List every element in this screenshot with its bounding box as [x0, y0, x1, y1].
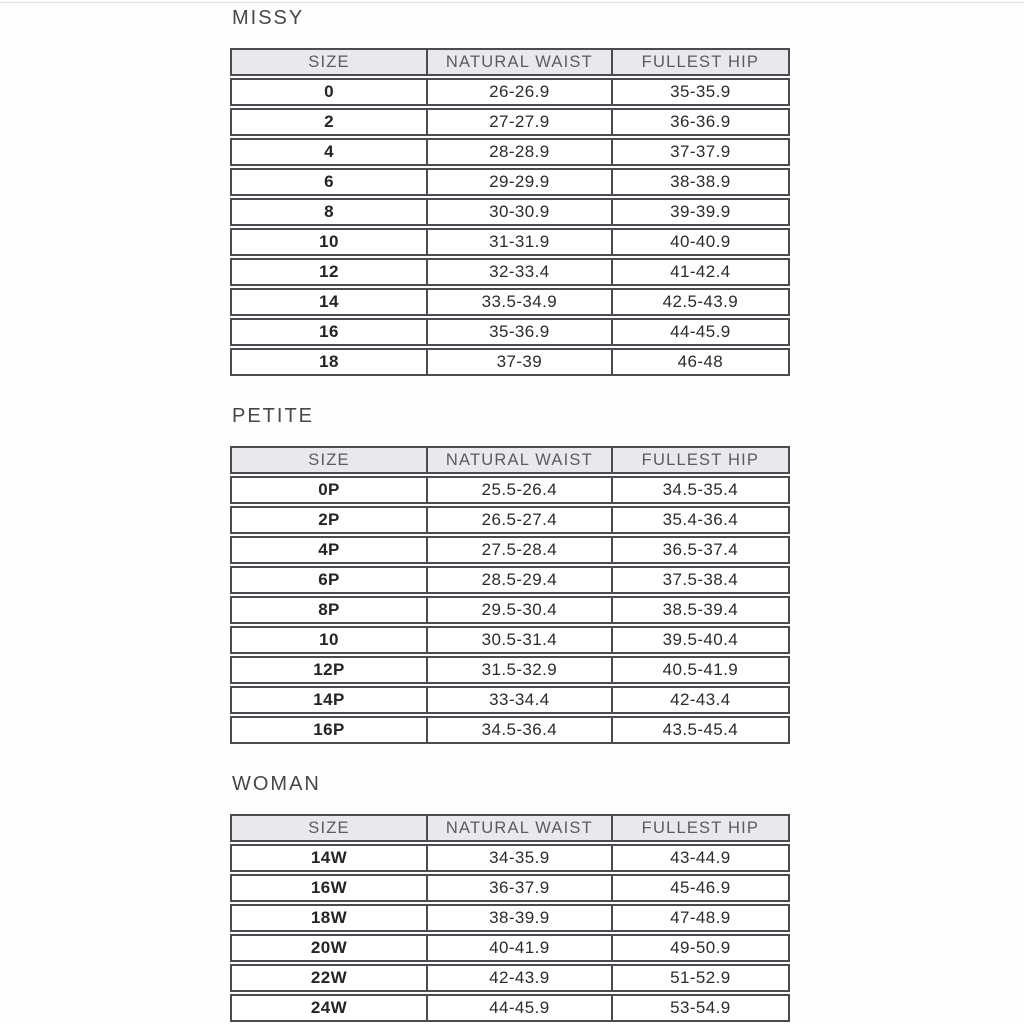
natural-waist-cell: 30.5-31.4 [426, 626, 611, 654]
natural-waist-cell: 28-28.9 [426, 138, 611, 166]
section-title-missy: MISSY [232, 7, 305, 29]
size-cell: 20W [230, 934, 426, 962]
natural-waist-cell: 27-27.9 [426, 108, 611, 136]
column-header-size: SIZE [230, 814, 426, 842]
size-cell: 2 [230, 108, 426, 136]
fullest-hip-cell: 39.5-40.4 [611, 626, 790, 654]
natural-waist-cell: 36-37.9 [426, 874, 611, 902]
size-chart-content [230, 6, 790, 1024]
size-cell: 10 [230, 626, 426, 654]
natural-waist-cell: 37-39 [426, 348, 611, 376]
table-row [230, 566, 790, 594]
size-cell: 4P [230, 536, 426, 564]
fullest-hip-cell: 34.5-35.4 [611, 476, 790, 504]
size-cell: 0 [230, 78, 426, 106]
header-row [230, 48, 790, 76]
natural-waist-cell: 30-30.9 [426, 198, 611, 226]
size-cell: 16 [230, 318, 426, 346]
size-cell: 4 [230, 138, 426, 166]
natural-waist-cell: 42-43.9 [426, 964, 611, 992]
fullest-hip-cell: 40-40.9 [611, 228, 790, 256]
fullest-hip-cell: 38-38.9 [611, 168, 790, 196]
header-row [230, 814, 790, 842]
table-row [230, 258, 790, 286]
woman-size-table [230, 812, 790, 1024]
table-row [230, 288, 790, 316]
table-row [230, 168, 790, 196]
natural-waist-cell: 25.5-26.4 [426, 476, 611, 504]
table-row [230, 874, 790, 902]
table-row [230, 138, 790, 166]
natural-waist-cell: 26-26.9 [426, 78, 611, 106]
fullest-hip-cell: 53-54.9 [611, 994, 790, 1022]
column-header-natural-waist: NATURAL WAIST [426, 814, 611, 842]
table-row [230, 108, 790, 136]
natural-waist-cell: 29-29.9 [426, 168, 611, 196]
column-header-fullest-hip: FULLEST HIP [611, 48, 790, 76]
table-row [230, 476, 790, 504]
natural-waist-cell: 31-31.9 [426, 228, 611, 256]
fullest-hip-cell: 36-36.9 [611, 108, 790, 136]
size-cell: 8P [230, 596, 426, 624]
fullest-hip-cell: 41-42.4 [611, 258, 790, 286]
table-row [230, 716, 790, 744]
size-cell: 12 [230, 258, 426, 286]
fullest-hip-cell: 35.4-36.4 [611, 506, 790, 534]
fullest-hip-cell: 40.5-41.9 [611, 656, 790, 684]
fullest-hip-cell: 51-52.9 [611, 964, 790, 992]
fullest-hip-cell: 38.5-39.4 [611, 596, 790, 624]
table-row [230, 198, 790, 226]
column-header-size: SIZE [230, 446, 426, 474]
size-cell: 24W [230, 994, 426, 1022]
table-row [230, 844, 790, 872]
table-row [230, 656, 790, 684]
natural-waist-cell: 32-33.4 [426, 258, 611, 286]
fullest-hip-cell: 49-50.9 [611, 934, 790, 962]
fullest-hip-cell: 42.5-43.9 [611, 288, 790, 316]
table-row [230, 348, 790, 376]
size-cell: 10 [230, 228, 426, 256]
size-cell: 2P [230, 506, 426, 534]
section-petite [230, 404, 790, 746]
size-cell: 16P [230, 716, 426, 744]
size-cell: 6 [230, 168, 426, 196]
fullest-hip-cell: 45-46.9 [611, 874, 790, 902]
missy-size-table [230, 46, 790, 378]
table-row [230, 626, 790, 654]
size-cell: 8 [230, 198, 426, 226]
table-row [230, 78, 790, 106]
section-missy [230, 6, 790, 378]
column-header-size: SIZE [230, 48, 426, 76]
natural-waist-cell: 28.5-29.4 [426, 566, 611, 594]
fullest-hip-cell: 43-44.9 [611, 844, 790, 872]
table-row [230, 686, 790, 714]
table-row [230, 536, 790, 564]
size-cell: 0P [230, 476, 426, 504]
petite-size-table [230, 444, 790, 746]
fullest-hip-cell: 43.5-45.4 [611, 716, 790, 744]
natural-waist-cell: 31.5-32.9 [426, 656, 611, 684]
header-row [230, 446, 790, 474]
size-cell: 16W [230, 874, 426, 902]
size-cell: 18 [230, 348, 426, 376]
natural-waist-cell: 33.5-34.9 [426, 288, 611, 316]
size-cell: 18W [230, 904, 426, 932]
natural-waist-cell: 44-45.9 [426, 994, 611, 1022]
size-cell: 14P [230, 686, 426, 714]
table-row [230, 506, 790, 534]
fullest-hip-cell: 36.5-37.4 [611, 536, 790, 564]
scan-artifact-line [0, 2, 1024, 3]
section-title-petite: PETITE [232, 405, 315, 427]
table-row [230, 904, 790, 932]
fullest-hip-cell: 44-45.9 [611, 318, 790, 346]
column-header-fullest-hip: FULLEST HIP [611, 446, 790, 474]
size-cell: 6P [230, 566, 426, 594]
fullest-hip-cell: 35-35.9 [611, 78, 790, 106]
table-row [230, 318, 790, 346]
size-cell: 12P [230, 656, 426, 684]
natural-waist-cell: 38-39.9 [426, 904, 611, 932]
column-header-natural-waist: NATURAL WAIST [426, 48, 611, 76]
natural-waist-cell: 34.5-36.4 [426, 716, 611, 744]
size-cell: 14W [230, 844, 426, 872]
table-row [230, 964, 790, 992]
size-cell: 14 [230, 288, 426, 316]
section-woman [230, 772, 790, 1024]
natural-waist-cell: 33-34.4 [426, 686, 611, 714]
column-header-fullest-hip: FULLEST HIP [611, 814, 790, 842]
fullest-hip-cell: 37.5-38.4 [611, 566, 790, 594]
fullest-hip-cell: 39-39.9 [611, 198, 790, 226]
fullest-hip-cell: 47-48.9 [611, 904, 790, 932]
table-row [230, 934, 790, 962]
section-title-woman: WOMAN [232, 773, 321, 795]
natural-waist-cell: 34-35.9 [426, 844, 611, 872]
natural-waist-cell: 35-36.9 [426, 318, 611, 346]
size-cell: 22W [230, 964, 426, 992]
natural-waist-cell: 40-41.9 [426, 934, 611, 962]
fullest-hip-cell: 42-43.4 [611, 686, 790, 714]
fullest-hip-cell: 37-37.9 [611, 138, 790, 166]
natural-waist-cell: 26.5-27.4 [426, 506, 611, 534]
table-row [230, 994, 790, 1022]
natural-waist-cell: 29.5-30.4 [426, 596, 611, 624]
natural-waist-cell: 27.5-28.4 [426, 536, 611, 564]
table-row [230, 596, 790, 624]
column-header-natural-waist: NATURAL WAIST [426, 446, 611, 474]
table-row [230, 228, 790, 256]
fullest-hip-cell: 46-48 [611, 348, 790, 376]
